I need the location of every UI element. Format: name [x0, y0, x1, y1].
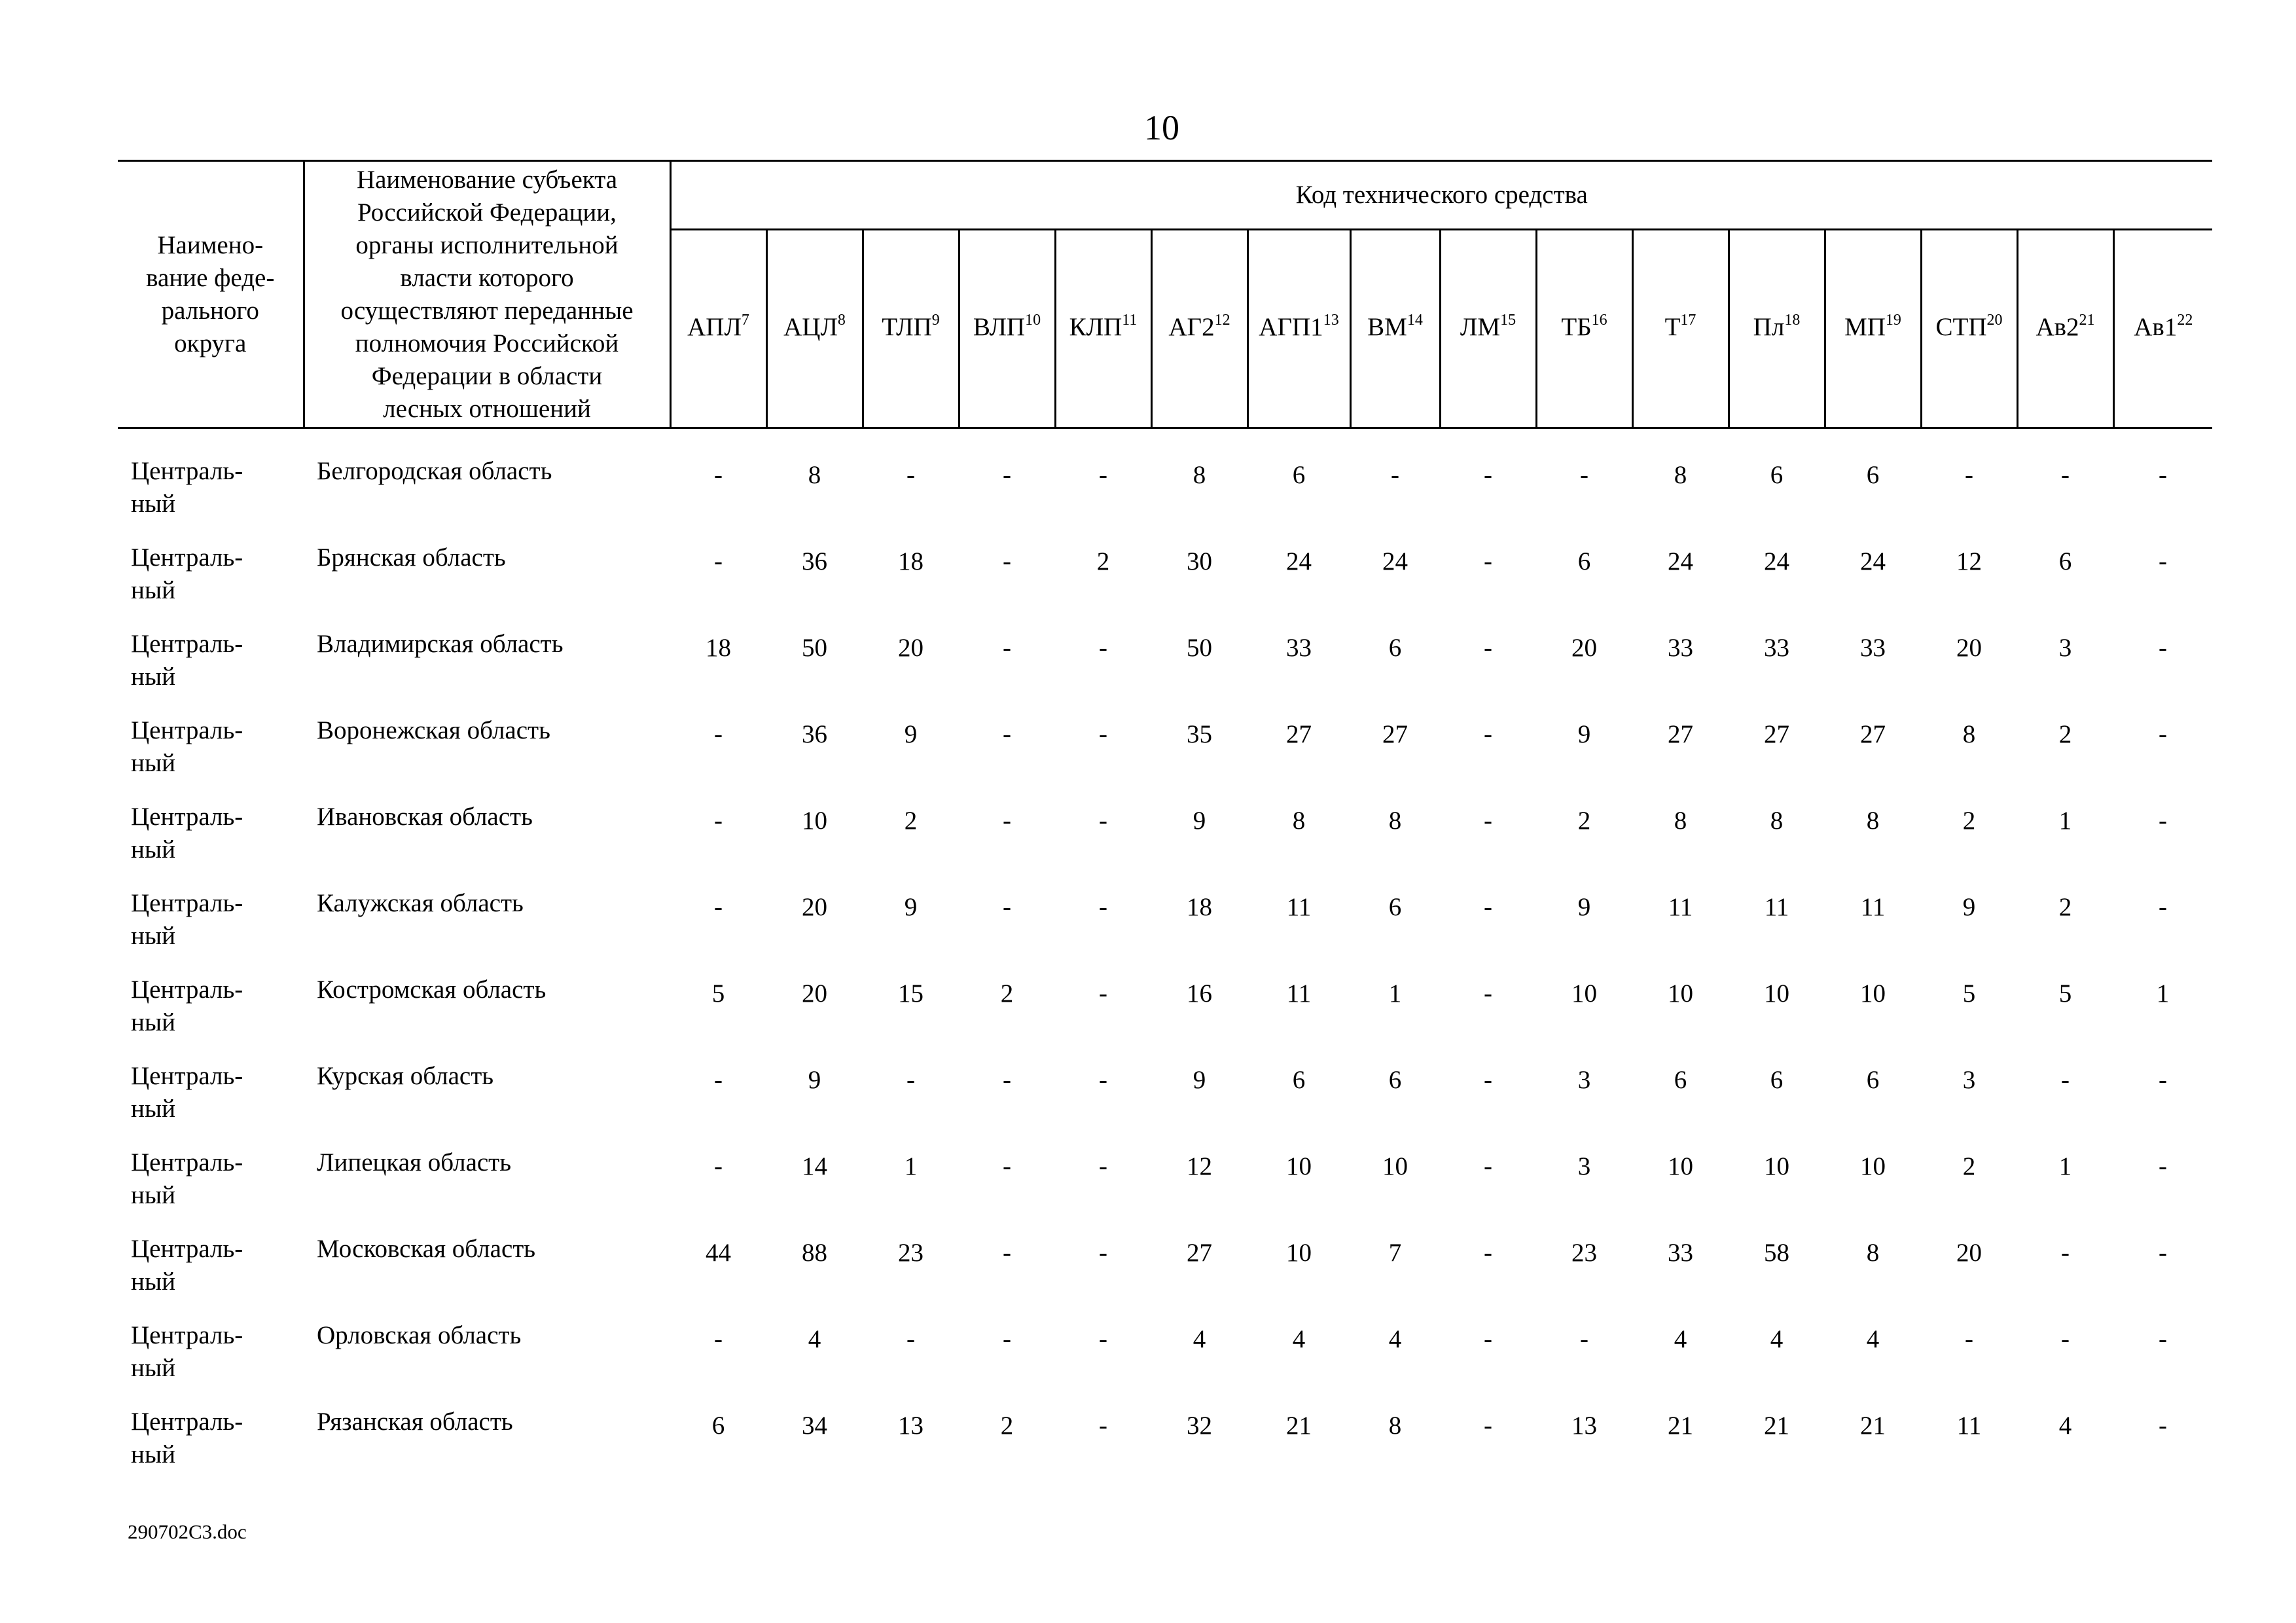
table-row — [118, 974, 2212, 1060]
value-cell: 2 — [1000, 1412, 1014, 1440]
value-cell: - — [1099, 461, 1107, 489]
value-cell: - — [1484, 634, 1492, 662]
value-cell: 6 — [1292, 1066, 1306, 1094]
footnote-marker: 16 — [1591, 311, 1607, 329]
value-cell: 58 — [1764, 1239, 1789, 1267]
value-cell: 3 — [1962, 1066, 1976, 1094]
value-cell: 18 — [1187, 893, 1212, 921]
value-cell: - — [1099, 634, 1107, 662]
value-cell: - — [2159, 1066, 2168, 1094]
value-cell: 18 — [706, 634, 731, 662]
value-cell: 10 — [1860, 1152, 1886, 1180]
value-cell: 10 — [1668, 1152, 1693, 1180]
value-cell: 50 — [1187, 634, 1212, 662]
value-cell: 5 — [2058, 979, 2072, 1008]
value-cell: 6 — [1388, 634, 1402, 662]
value-cell: - — [1484, 807, 1492, 835]
code-label: Ав1 — [2134, 312, 2178, 341]
value-cell: 32 — [1187, 1412, 1212, 1440]
value-cell: - — [1099, 1152, 1107, 1180]
value-cell: 24 — [1286, 547, 1312, 575]
value-cell: - — [1099, 807, 1107, 835]
value-cell: - — [906, 1325, 915, 1353]
value-cell: - — [1099, 1325, 1107, 1353]
footnote-marker: 12 — [1214, 311, 1230, 329]
code-label: АГ2 — [1168, 312, 1215, 341]
value-cell: 13 — [898, 1412, 924, 1440]
value-cell: 18 — [898, 547, 924, 575]
value-cell: 1 — [904, 1152, 918, 1180]
value-cell: - — [1484, 1325, 1492, 1353]
value-cell: 7 — [1388, 1239, 1402, 1267]
value-cell: 4 — [1292, 1325, 1306, 1353]
value-cell: 21 — [1286, 1412, 1312, 1440]
subject-cell: Курская область — [317, 1062, 494, 1090]
footnote-marker: 18 — [1784, 311, 1801, 329]
value-cell: 2 — [1000, 979, 1014, 1008]
value-cell: - — [1580, 461, 1588, 489]
value-cell: 27 — [1764, 720, 1789, 748]
table-row — [118, 455, 2212, 541]
federal-district-cell: Централь- ный — [131, 457, 243, 518]
federal-district-cell: Централь- ный — [131, 1062, 243, 1123]
value-cell: 2 — [904, 807, 918, 835]
value-cell: 9 — [1577, 893, 1591, 921]
code-label: АГП1 — [1259, 312, 1323, 341]
value-cell: 8 — [1770, 807, 1784, 835]
footnote-marker: 22 — [2177, 311, 2193, 329]
value-cell: 8 — [1866, 1239, 1880, 1267]
value-cell: 8 — [1674, 461, 1687, 489]
code-header-2 — [863, 230, 959, 428]
value-cell: 6 — [2058, 547, 2072, 575]
code-header-9 — [1536, 230, 1632, 428]
value-cell: - — [2159, 547, 2168, 575]
value-cell: 6 — [1866, 1066, 1880, 1094]
value-cell: 9 — [904, 720, 918, 748]
value-cell: - — [1484, 1152, 1492, 1180]
footnote-marker: 21 — [2079, 311, 2095, 329]
value-cell: 4 — [1674, 1325, 1687, 1353]
value-cell: 10 — [1764, 979, 1789, 1008]
value-cell: - — [1099, 1066, 1107, 1094]
code-label: Пл — [1753, 312, 1785, 341]
value-cell: 8 — [808, 461, 821, 489]
footnote-marker: 15 — [1500, 311, 1516, 329]
value-cell: - — [1003, 634, 1011, 662]
value-cell: - — [1099, 893, 1107, 921]
footnote-marker: 17 — [1680, 311, 1696, 329]
value-cell: - — [2159, 720, 2168, 748]
value-cell: 9 — [1962, 893, 1976, 921]
technical-means-table — [118, 160, 2212, 1492]
value-cell: - — [1003, 1152, 1011, 1180]
value-cell: 88 — [802, 1239, 827, 1267]
value-cell: - — [1003, 1325, 1011, 1353]
value-cell: - — [2159, 1412, 2168, 1440]
code-header-8 — [1440, 230, 1536, 428]
value-cell: 10 — [1286, 1152, 1312, 1180]
value-cell: 16 — [1187, 979, 1212, 1008]
value-cell: 6 — [1770, 461, 1784, 489]
value-cell: 4 — [1866, 1325, 1880, 1353]
value-cell: 10 — [1668, 979, 1693, 1008]
value-cell: - — [2061, 1325, 2070, 1353]
federal-district-cell: Централь- ный — [131, 630, 243, 691]
code-label: ТЛП — [882, 312, 932, 341]
value-cell: - — [2159, 1239, 2168, 1267]
federal-district-cell: Централь- ный — [131, 716, 243, 777]
value-cell: 33 — [1668, 1239, 1693, 1267]
value-cell: 14 — [802, 1152, 827, 1180]
value-cell: - — [1484, 1239, 1492, 1267]
value-cell: 6 — [1674, 1066, 1687, 1094]
value-cell: 21 — [1860, 1412, 1886, 1440]
value-cell: - — [714, 720, 723, 748]
value-cell: 10 — [1860, 979, 1886, 1008]
federal-district-cell: Централь- ный — [131, 1408, 243, 1468]
value-cell: 2 — [1962, 1152, 1976, 1180]
subject-cell: Воронежская область — [317, 716, 550, 744]
table-row — [118, 1406, 2212, 1492]
table-row — [118, 1233, 2212, 1319]
value-cell: 1 — [2058, 1152, 2072, 1180]
subject-cell: Рязанская область — [317, 1408, 513, 1436]
value-cell: - — [2159, 634, 2168, 662]
value-cell: - — [714, 1325, 723, 1353]
value-cell: 6 — [1388, 1066, 1402, 1094]
federal-district-cell: Централь- ный — [131, 543, 243, 604]
value-cell: 8 — [1866, 807, 1880, 835]
value-cell: 10 — [1764, 1152, 1789, 1180]
value-cell: - — [2061, 1239, 2070, 1267]
footnote-marker: 10 — [1025, 311, 1041, 329]
value-cell: - — [1099, 1239, 1107, 1267]
value-cell: 3 — [1577, 1066, 1591, 1094]
federal-district-cell: Централь- ный — [131, 1148, 243, 1209]
value-cell: 15 — [898, 979, 924, 1008]
value-cell: - — [1484, 979, 1492, 1008]
value-cell: - — [1965, 461, 1973, 489]
table-row — [118, 628, 2212, 714]
code-header-4 — [1055, 230, 1151, 428]
subject-cell: Костромская область — [317, 976, 547, 1004]
table-row — [118, 714, 2212, 801]
value-cell: 33 — [1286, 634, 1312, 662]
code-label: ТБ — [1561, 312, 1592, 341]
code-group-header: Код технического средства — [670, 161, 2212, 230]
value-cell: 33 — [1668, 634, 1693, 662]
footnote-marker: 8 — [837, 311, 846, 329]
value-cell: 33 — [1764, 634, 1789, 662]
value-cell: - — [1003, 1239, 1011, 1267]
value-cell: 5 — [1962, 979, 1976, 1008]
value-cell: 10 — [1382, 1152, 1408, 1180]
value-cell: 24 — [1668, 547, 1693, 575]
value-cell: - — [1003, 807, 1011, 835]
value-cell: 24 — [1764, 547, 1789, 575]
value-cell: 21 — [1668, 1412, 1693, 1440]
subject-cell: Московская область — [317, 1235, 536, 1263]
value-cell: 6 — [1866, 461, 1880, 489]
footnote-marker: 11 — [1122, 311, 1138, 329]
value-cell: 33 — [1860, 634, 1886, 662]
subject-cell: Владимирская область — [317, 630, 564, 658]
code-label: Т — [1664, 312, 1681, 341]
footnote-marker: 7 — [741, 311, 749, 329]
value-cell: - — [1484, 547, 1492, 575]
page-number: 10 — [1144, 108, 1179, 147]
value-cell: 27 — [1860, 720, 1886, 748]
value-cell: 20 — [1571, 634, 1597, 662]
table-row — [118, 801, 2212, 887]
value-cell: 5 — [711, 979, 725, 1008]
value-cell: 6 — [1388, 893, 1402, 921]
table-row — [118, 1319, 2212, 1406]
value-cell: 6 — [1770, 1066, 1784, 1094]
value-cell: 4 — [1193, 1325, 1206, 1353]
document-filename: 290702C3.doc — [128, 1520, 247, 1543]
code-label: АЦЛ — [783, 312, 838, 341]
value-cell: 8 — [1388, 807, 1402, 835]
value-cell: 8 — [1388, 1412, 1402, 1440]
value-cell: - — [906, 461, 915, 489]
value-cell: 30 — [1187, 547, 1212, 575]
value-cell: - — [1099, 979, 1107, 1008]
value-cell: 23 — [1571, 1239, 1597, 1267]
value-cell: 2 — [2058, 893, 2072, 921]
value-cell: 6 — [1577, 547, 1591, 575]
value-cell: - — [1099, 1412, 1107, 1440]
federal-district-cell: Централь- ный — [131, 889, 243, 950]
federal-district-cell: Централь- ный — [131, 976, 243, 1036]
value-cell: - — [1484, 893, 1492, 921]
value-cell: 11 — [1764, 893, 1789, 921]
value-cell: - — [714, 461, 723, 489]
footnote-marker: 9 — [931, 311, 940, 329]
table-row — [118, 541, 2212, 628]
table-row — [118, 1146, 2212, 1233]
technical-means-table-wrapper — [118, 160, 2207, 1492]
federal-district-cell: Централь- ный — [131, 803, 243, 864]
value-cell: - — [1003, 1066, 1011, 1094]
value-cell: 8 — [1193, 461, 1206, 489]
code-header-6 — [1247, 230, 1350, 428]
code-header-12 — [1825, 230, 1921, 428]
code-header-1 — [766, 230, 863, 428]
value-cell: 44 — [706, 1239, 731, 1267]
code-header-13 — [1921, 230, 2017, 428]
value-cell: 36 — [802, 547, 827, 575]
value-cell: 10 — [1286, 1239, 1312, 1267]
value-cell: 1 — [1388, 979, 1402, 1008]
value-cell: - — [1965, 1325, 1973, 1353]
value-cell: 1 — [2058, 807, 2072, 835]
subject-cell: Калужская область — [317, 889, 524, 917]
value-cell: - — [714, 893, 723, 921]
value-cell: 27 — [1286, 720, 1312, 748]
value-cell: - — [1391, 461, 1399, 489]
value-cell: 12 — [1187, 1152, 1212, 1180]
value-cell: - — [2159, 461, 2168, 489]
value-cell: 8 — [1674, 807, 1687, 835]
value-cell: 20 — [802, 893, 827, 921]
value-cell: 6 — [711, 1412, 725, 1440]
footnote-marker: 14 — [1407, 311, 1423, 329]
code-header-11 — [1729, 230, 1825, 428]
code-header-14 — [2017, 230, 2113, 428]
value-cell: 2 — [1096, 547, 1110, 575]
value-cell: 11 — [1286, 979, 1312, 1008]
value-cell: 11 — [1668, 893, 1693, 921]
value-cell: 8 — [1292, 807, 1306, 835]
federal-district-header: Наимено- вание феде- рального округа — [118, 161, 304, 428]
value-cell: - — [906, 1066, 915, 1094]
value-cell: 9 — [1577, 720, 1591, 748]
value-cell: 27 — [1187, 1239, 1212, 1267]
footnote-marker: 20 — [1986, 311, 2003, 329]
footnote-marker: 19 — [1885, 311, 1901, 329]
value-cell: 12 — [1956, 547, 1982, 575]
value-cell: 13 — [1571, 1412, 1597, 1440]
value-cell: 10 — [802, 807, 827, 835]
value-cell: - — [1484, 1412, 1492, 1440]
code-label: ВМ — [1367, 312, 1407, 341]
value-cell: 2 — [2058, 720, 2072, 748]
value-cell: 4 — [1388, 1325, 1402, 1353]
value-cell: - — [1003, 547, 1011, 575]
table-row — [118, 1060, 2212, 1146]
code-label: КЛП — [1069, 312, 1122, 341]
value-cell: - — [1003, 893, 1011, 921]
code-header-15 — [2113, 230, 2212, 428]
value-cell: 11 — [1956, 1412, 1982, 1440]
code-header-5 — [1151, 230, 1247, 428]
value-cell: 24 — [1860, 547, 1886, 575]
value-cell: - — [2159, 1152, 2168, 1180]
federal-district-cell: Централь- ный — [131, 1321, 243, 1382]
value-cell: 11 — [1860, 893, 1886, 921]
value-cell: 6 — [1292, 461, 1306, 489]
value-cell: - — [1580, 1325, 1588, 1353]
value-cell: 23 — [898, 1239, 924, 1267]
value-cell: - — [1003, 461, 1011, 489]
value-cell: 8 — [1962, 720, 1976, 748]
code-label: ВЛП — [973, 312, 1026, 341]
value-cell: 3 — [2058, 634, 2072, 662]
value-cell: - — [714, 1066, 723, 1094]
value-cell: 35 — [1187, 720, 1212, 748]
value-cell: 9 — [1193, 807, 1206, 835]
value-cell: - — [2159, 1325, 2168, 1353]
value-cell: - — [714, 807, 723, 835]
value-cell: 4 — [808, 1325, 821, 1353]
value-cell: - — [1003, 720, 1011, 748]
value-cell: 1 — [2156, 979, 2170, 1008]
value-cell: 10 — [1571, 979, 1597, 1008]
code-label: МП — [1844, 312, 1886, 341]
code-header-7 — [1350, 230, 1440, 428]
value-cell: - — [1099, 720, 1107, 748]
code-label: ЛМ — [1460, 312, 1501, 341]
value-cell: 34 — [802, 1412, 827, 1440]
value-cell: 11 — [1286, 893, 1312, 921]
footnote-marker: 13 — [1323, 311, 1339, 329]
value-cell: 3 — [1577, 1152, 1591, 1180]
subject-cell: Орловская область — [317, 1321, 522, 1349]
value-cell: 20 — [1956, 1239, 1982, 1267]
value-cell: 9 — [808, 1066, 821, 1094]
value-cell: 20 — [1956, 634, 1982, 662]
value-cell: 36 — [802, 720, 827, 748]
value-cell: 20 — [898, 634, 924, 662]
value-cell: 2 — [1577, 807, 1591, 835]
code-label: Ав2 — [2036, 312, 2079, 341]
code-label: АПЛ — [687, 312, 742, 341]
subject-cell: Ивановская область — [317, 803, 533, 831]
subject-cell: Липецкая область — [317, 1148, 512, 1176]
value-cell: 27 — [1668, 720, 1693, 748]
table-body — [118, 428, 2212, 1493]
value-cell: 50 — [802, 634, 827, 662]
value-cell: 9 — [1193, 1066, 1206, 1094]
value-cell: - — [714, 1152, 723, 1180]
value-cell: - — [714, 547, 723, 575]
value-cell: - — [1484, 720, 1492, 748]
code-header-10 — [1632, 230, 1729, 428]
code-header-0 — [670, 230, 766, 428]
value-cell: 2 — [1962, 807, 1976, 835]
value-cell: - — [1484, 461, 1492, 489]
code-header-3 — [959, 230, 1055, 428]
value-cell: 27 — [1382, 720, 1408, 748]
subject-header: Наименование субъекта Российской Федерации, органы исполнительной власти которого осуществляют переданные полномочия Российской Федерации в области лесных отношений — [304, 161, 670, 428]
value-cell: 21 — [1764, 1412, 1789, 1440]
value-cell: 20 — [802, 979, 827, 1008]
value-cell: - — [2159, 807, 2168, 835]
table-row — [118, 887, 2212, 974]
value-cell: - — [2061, 1066, 2070, 1094]
subject-cell: Брянская область — [317, 543, 506, 572]
value-cell: - — [1484, 1066, 1492, 1094]
federal-district-cell: Централь- ный — [131, 1235, 243, 1296]
value-cell: - — [2061, 461, 2070, 489]
value-cell: 24 — [1382, 547, 1408, 575]
value-cell: - — [2159, 893, 2168, 921]
value-cell: 4 — [1770, 1325, 1784, 1353]
subject-cell: Белгородская область — [317, 457, 552, 485]
value-cell: 4 — [2058, 1412, 2072, 1440]
code-label: СТП — [1935, 312, 1987, 341]
value-cell: 9 — [904, 893, 918, 921]
